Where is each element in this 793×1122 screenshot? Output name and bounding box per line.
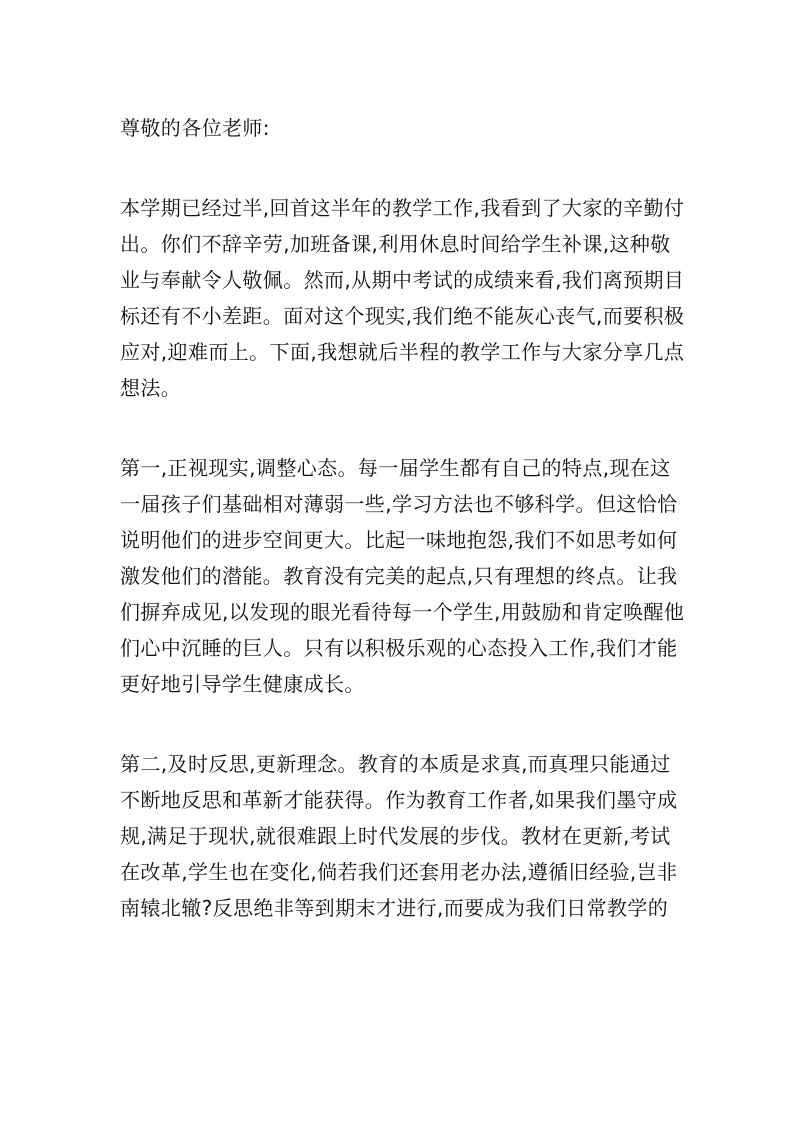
document-page	[120, 110, 685, 926]
paragraph-intro	[120, 190, 685, 406]
paragraph-gap	[120, 702, 676, 746]
salutation: 尊敬的各位老师:	[120, 116, 270, 140]
paragraph-line: 标还有不小差距。面对这个现实,我们绝不能灰心丧气,而要积极	[120, 304, 685, 328]
paragraph-line: 第二,及时反思,更新理念。教育的本质是求真,而真理只能通过	[120, 752, 671, 776]
paragraph-line: 说明他们的进步空间更大。比起一味地抱怨,我们不如思考如何	[120, 528, 678, 552]
paragraph-line: 激发他们的潜能。教育没有完美的起点,只有理想的终点。让我	[120, 564, 678, 588]
paragraph-line: 本学期已经过半,回首这半年的教学工作,我看到了大家的辛勤付	[120, 196, 685, 220]
paragraph-line: 们摒弃成见,以发现的眼光看待每一个学生,用鼓励和肯定唤醒他	[120, 600, 685, 624]
paragraph-line: 在改革,学生也在变化,倘若我们还套用老办法,遵循旧经验,岂非	[120, 860, 678, 884]
paragraph-gap	[120, 406, 676, 450]
paragraph-line: 们心中沉睡的巨人。只有以积极乐观的心态投入工作,我们才能	[120, 636, 678, 660]
paragraph-line: 一届孩子们基础相对薄弱一些,学习方法也不够科学。但这恰恰	[120, 492, 678, 516]
paragraph-line: 想法。	[120, 376, 182, 400]
paragraph-line: 不断地反思和革新才能获得。作为教育工作者,如果我们墨守成	[120, 788, 678, 812]
paragraph-line: 出。你们不辞辛劳,加班备课,利用休息时间给学生补课,这种敬	[120, 232, 671, 256]
paragraph-line: 更好地引导学生健康成长。	[120, 672, 365, 696]
paragraph-line: 规,满足于现状,就很难跟上时代发展的步伐。教材在更新,考试	[120, 824, 671, 848]
paragraph-line: 业与奉献令人敬佩。然而,从期中考试的成绩来看,我们离预期目	[120, 268, 685, 292]
paragraph-line: 应对,迎难而上。下面,我想就后半程的教学工作与大家分享几点	[120, 340, 685, 364]
paragraph-point-two	[120, 746, 676, 926]
paragraph-point-one	[120, 450, 685, 702]
paragraph-gap	[120, 146, 676, 190]
paragraph-line: 第一,正视现实,调整心态。每一届学生都有自己的特点,现在这	[120, 456, 671, 480]
paragraph-line: 南辕北辙?反思绝非等到期末才进行,而要成为我们日常教学的	[120, 896, 669, 920]
